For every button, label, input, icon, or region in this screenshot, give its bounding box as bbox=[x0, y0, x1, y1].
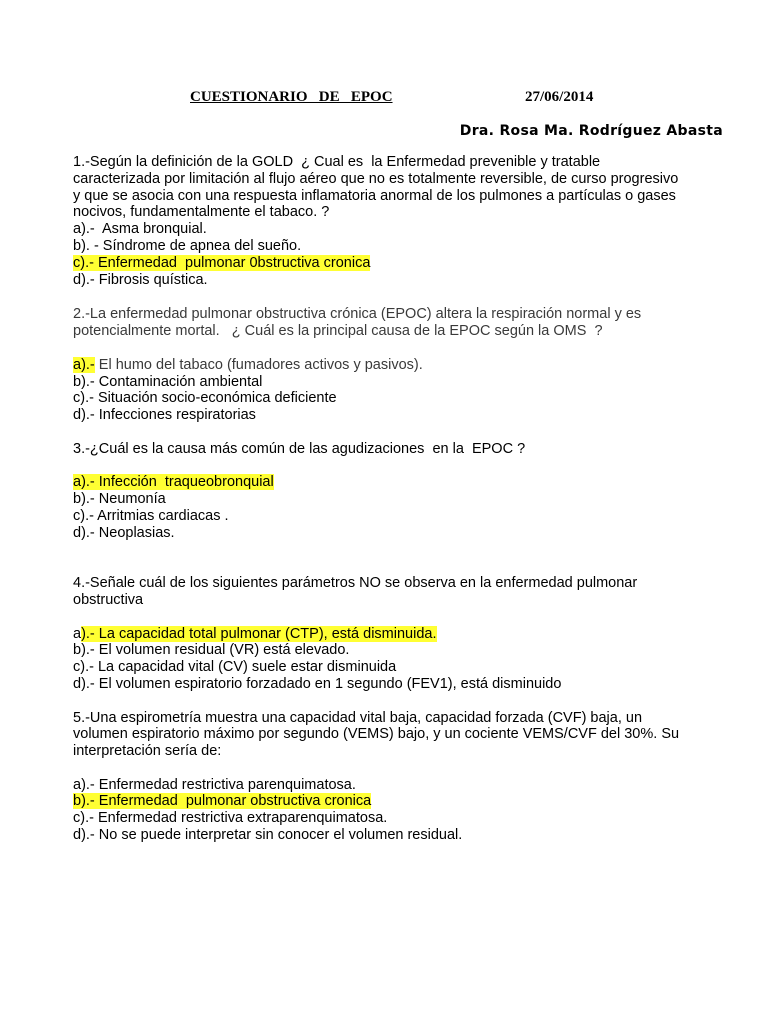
option-a: a).- Asma bronquial. bbox=[73, 221, 207, 238]
question-4-line: obstructiva bbox=[73, 591, 144, 608]
highlighted-answer: a).- bbox=[73, 356, 95, 373]
highlighted-answer: c).- Enfermedad pulmonar 0bstructiva cronica bbox=[73, 254, 371, 271]
highlighted-answer: b).- Enfermedad pulmonar obstructiva cronica bbox=[73, 793, 372, 810]
question-3 bbox=[73, 441, 733, 542]
option-d: d).- Neoplasias. bbox=[73, 524, 175, 541]
option-d: d).- Infecciones respiratorias bbox=[73, 407, 256, 424]
option-b: b).- Neumonía bbox=[73, 491, 166, 508]
highlighted-answer: a).- Infección traqueobronquial bbox=[73, 474, 274, 491]
option-b: b).- El volumen residual (VR) está elevado. bbox=[73, 642, 350, 659]
question-5 bbox=[73, 710, 733, 844]
question-1-line: 1.-Según la definición de la GOLD ¿ Cual es la Enfermedad prevenible y tratable bbox=[73, 154, 601, 170]
option-d: d).- El volumen espiratorio forzadado en 1 segundo (FEV1), está disminuido bbox=[73, 675, 562, 692]
option-c: c).- Enfermedad restrictiva extraparenquimatosa. bbox=[73, 810, 388, 827]
option-a: a).- Enfermedad restrictiva parenquimatosa. bbox=[73, 776, 356, 793]
question-2-line: potencialmente mortal. ¿ Cuál es la principal causa de la EPOC según la OMS ? bbox=[73, 323, 603, 340]
option-a-correct bbox=[73, 474, 733, 491]
document-date: 27/06/2014 bbox=[525, 89, 594, 105]
highlighted-answer: ).- La capacidad total pulmonar (CTP), está disminuida. bbox=[81, 625, 437, 642]
question-5-line: interpretación sería de: bbox=[73, 743, 222, 760]
author-name: Dra. Rosa Ma. Rodríguez Abasta bbox=[459, 123, 723, 139]
option-c: c).- Arritmias cardiacas . bbox=[73, 507, 229, 524]
option-a-correct: a).- El humo del tabaco (fumadores activos y pasivos). bbox=[73, 356, 423, 373]
question-2 bbox=[73, 306, 733, 424]
question-1 bbox=[73, 154, 733, 288]
question-1-line: nocivos, fundamentalmente el tabaco. ? bbox=[73, 204, 330, 221]
option-c: c).- La capacidad vital (CV) suele estar disminuida bbox=[73, 659, 397, 676]
option-b: b).- Contaminación ambiental bbox=[73, 373, 263, 390]
question-4 bbox=[73, 575, 733, 693]
option-b: b). - Síndrome de apnea del sueño. bbox=[73, 237, 302, 254]
question-3-line: 3.-¿Cuál es la causa más común de las agudizaciones en la EPOC ? bbox=[73, 440, 526, 457]
option-c: c).- Situación socio-económica deficiente bbox=[73, 390, 337, 407]
option-b-correct bbox=[73, 793, 733, 810]
option-a-correct: a).- La capacidad total pulmonar (CTP), está disminuida. bbox=[73, 625, 437, 642]
question-1-line: caracterizada por limitación al flujo aéreo que no es totalmente reversible, de curso progresivo bbox=[73, 170, 679, 187]
question-5-line: 5.-Una espirometría muestra una capacidad vital baja, capacidad forzada (CVF) baja, un bbox=[73, 709, 643, 726]
question-4-line: 4.-Señale cuál de los siguientes parámetros NO se observa en la enfermedad pulmonar bbox=[73, 575, 638, 592]
question-1-line: y que se asocia con una respuesta inflamatoria anormal de los pulmones a partículas o gases bbox=[73, 187, 676, 204]
document-title: CUESTIONARIO DE EPOC bbox=[190, 89, 393, 105]
question-5-line: volumen espiratorio máximo por segundo (VEMS) bajo, y un cociente VEMS/CVF del 30%. Su bbox=[73, 726, 680, 743]
questionnaire-body bbox=[73, 154, 733, 844]
option-d: d).- Fibrosis quística. bbox=[73, 271, 208, 288]
question-2-line: 2.-La enfermedad pulmonar obstructiva crónica (EPOC) altera la respiración normal y es bbox=[73, 306, 642, 323]
option-c-correct bbox=[73, 255, 733, 272]
option-d: d).- No se puede interpretar sin conocer el volumen residual. bbox=[73, 827, 463, 844]
